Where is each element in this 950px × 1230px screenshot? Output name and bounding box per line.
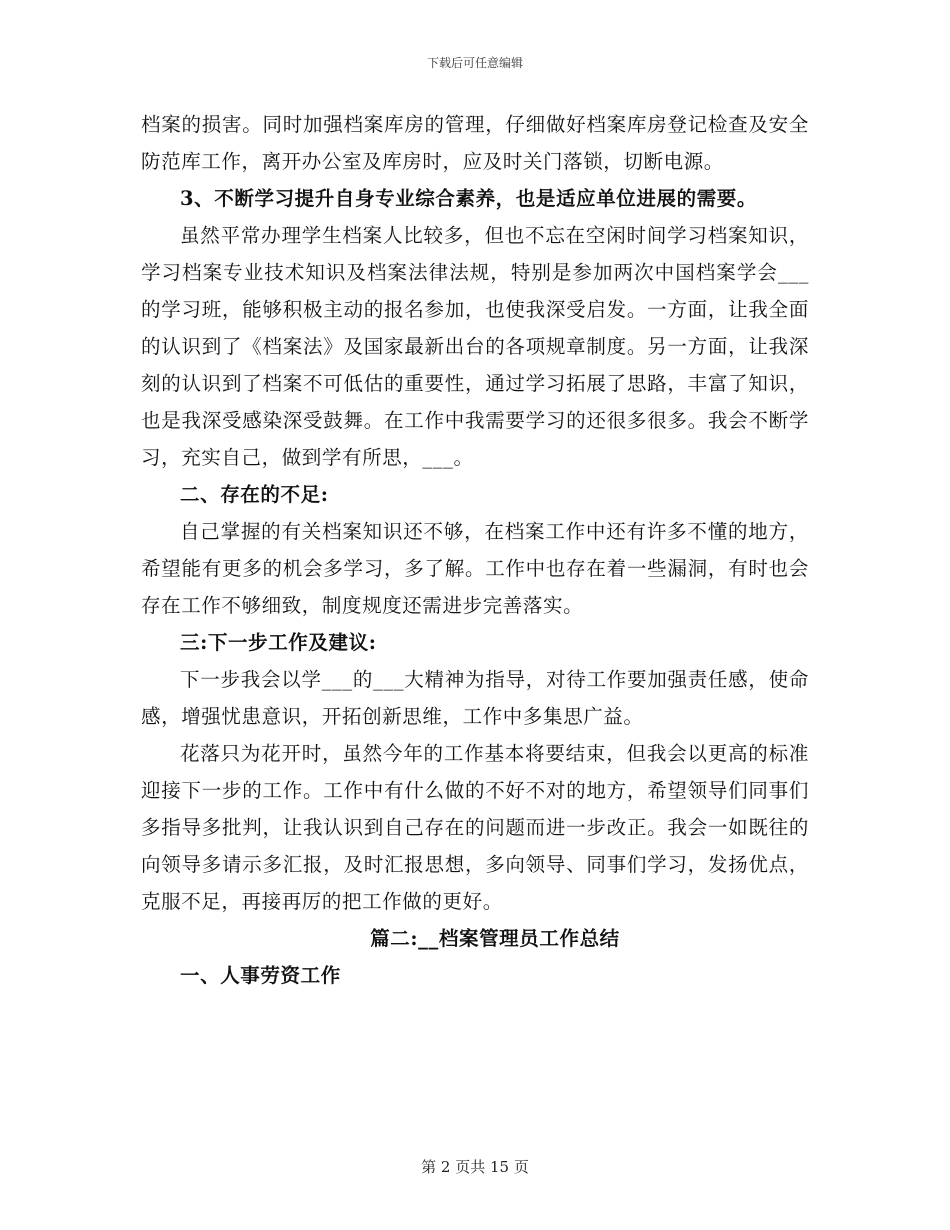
page-number-footer: 第 2 页共 15 页 <box>421 1158 529 1176</box>
section-heading-shortcomings: 二、存在的不足: <box>180 483 329 506</box>
paragraph-shortcomings: 自己掌握的有关档案知识还不够，在档案工作中还有许多不懂的地方，希望能有更多的机会多学习，多了解。工作中也存在着一些漏洞，有时也会存在工作不够细致，制度规度还需进步完善落实。 <box>141 520 809 617</box>
section-heading-next-steps: 三:下一步工作及建议: <box>180 631 377 654</box>
paragraph-study: 虽然平常办理学生档案人比较多，但也不忘在空闲时间学习档案知识，学习档案专业技术知识及档案法律法规，特别是参加两次中国档案学会___的学习班，能够积极主动的报名参加，也使我深受启发。一方面，让我全面的认识到了《档案法》及国家最新出台的各项规章制度。另一方面，让我深刻的认识到了档案不可低估的重要性，通过学习拓展了思路，丰富了知识，也是我深受感染深受鼓舞。在工作中我需要学习的还很多很多。我会不断学习，充实自己，做到学有所思，___。 <box>141 224 809 469</box>
section-heading-personnel: 一、人事劳资工作 <box>180 964 341 987</box>
paragraph-next-steps: 下一步我会以学___的___大精神为指导，对待工作要加强责任感，使命感，增强忧患意识，开拓创新思维，工作中多集思广益。 <box>141 668 809 728</box>
page-header-note: 下载后可任意编辑 <box>426 56 523 70</box>
document-body <box>141 106 809 994</box>
paragraph-closing: 花落只为花开时，虽然今年的工作基本将要结束，但我会以更高的标准迎接下一步的工作。工作中有什么做的不好不对的地方，希望领导们同事们多指导多批判，让我认识到自己存在的问题而进一步改正。我会一如既往的向领导多请示多汇报，及时汇报思想，多向领导、同事们学习，发扬优点，克服不足，再接再厉的把工作做的更好。 <box>141 742 809 913</box>
document-section-title: 篇二:__档案管理员工作总结 <box>370 927 620 950</box>
section-heading-study: 3、不断学习提升自身专业综合素养，也是适应单位进展的需要。 <box>180 187 757 210</box>
paragraph-archive-security: 档案的损害。同时加强档案库房的管理，仔细做好档案库房登记检查及安全防范库工作，离开办公室及库房时，应及时关门落锁，切断电源。 <box>141 113 809 173</box>
